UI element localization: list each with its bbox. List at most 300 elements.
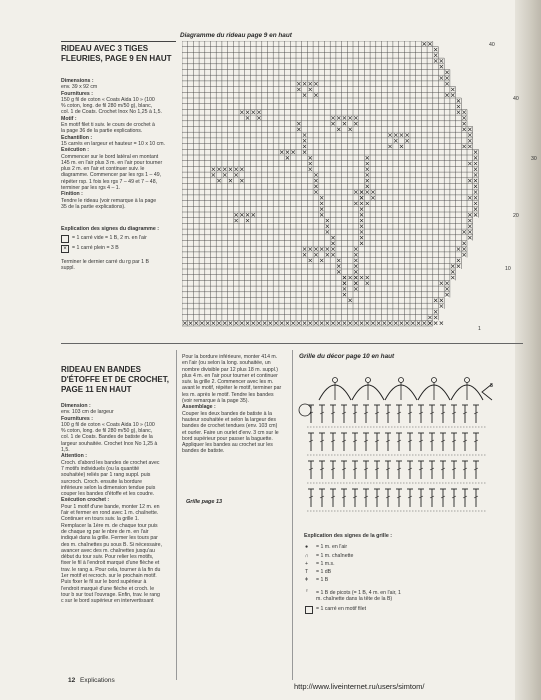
text-line: fixer le fil à l'endroit marqué d'une flèche et: [61, 560, 160, 567]
filled-cell: [349, 276, 352, 279]
legend-row: [304, 553, 514, 559]
label: Assemblage :: [182, 404, 216, 411]
filled-cell: [468, 213, 471, 216]
text-line: avancer avec des m. chaînettes jusqu'au: [61, 547, 155, 554]
filled-cell: [297, 128, 300, 131]
filled-cell: [303, 145, 306, 148]
filled-cell: [388, 133, 391, 136]
single-crochet-symbol-icon: +: [305, 560, 309, 567]
text-line: (voir remarque à la page 35).: [182, 398, 249, 405]
filled-cell: [354, 247, 357, 250]
filled-cell: [468, 162, 471, 165]
filled-cell: [463, 111, 466, 114]
filled-cell: [326, 230, 329, 233]
filled-cell: [337, 270, 340, 273]
filled-cell: [468, 236, 471, 239]
filled-cell: [343, 116, 346, 119]
filled-cell: [474, 208, 477, 211]
filled-cell: [252, 111, 255, 114]
filled-cell: [457, 99, 460, 102]
filled-cell: [246, 111, 249, 114]
filled-cell: [383, 322, 386, 325]
filled-cell: [360, 322, 363, 325]
text-line: et ourler. Faire un ourlet d'env. 3 cm sur le: [182, 429, 279, 436]
filled-cell: [326, 253, 329, 256]
section-1-body: [61, 78, 176, 210]
text-line: nombre divisible par 12 plus 18 m. suppl.): [182, 366, 279, 373]
legend-text: = 1 carré plein = 3 B: [72, 245, 119, 252]
chain-symbol-icon: ●: [305, 544, 309, 551]
filled-cell: [400, 133, 403, 136]
filled-cell: [371, 322, 374, 325]
filled-cell: [428, 42, 431, 45]
filled-cell: [388, 145, 391, 148]
legend-1: [61, 226, 176, 271]
filled-cell: [212, 168, 215, 171]
filled-cell: [400, 322, 403, 325]
filled-cell: [406, 133, 409, 136]
filled-cell: [468, 219, 471, 222]
text-line: répéter rsp. 1 fois les rgs 7 – 49 et 7 – 48,: [61, 178, 158, 185]
text-line: Continuer en tours suiv. la grille 1.: [61, 516, 140, 523]
text-line: suiv. la grille 2. Commencer avec les m.: [182, 379, 274, 386]
filled-cell: [463, 242, 466, 245]
filled-cell: [394, 139, 397, 142]
filled-cell: [314, 322, 317, 325]
filled-cell: [280, 151, 283, 154]
filled-cell: [349, 322, 352, 325]
filled-cell: [240, 179, 243, 182]
text-line: % coton, long. de fil 280 m/50 g), blanc,: [61, 428, 153, 435]
filled-cell: [320, 202, 323, 205]
section-2: [61, 365, 173, 605]
filled-cell: [183, 322, 186, 325]
filled-cell: [366, 282, 369, 285]
footer-section: Explications: [80, 677, 115, 684]
text-line: 100 g fil de coton « Coats Aida 10 » (100: [61, 421, 155, 428]
filled-cell: [314, 185, 317, 188]
picot-mark: [366, 378, 371, 383]
filled-cell: [303, 322, 306, 325]
filled-cell: [366, 202, 369, 205]
filled-cell: [212, 173, 215, 176]
filled-cell: [252, 213, 255, 216]
row-label: 40: [489, 42, 495, 48]
text-line: indiqué dans la grille. Fermer les tours par: [61, 535, 158, 542]
filled-cell: [434, 322, 437, 325]
text-line: largeur souhaitée. Crochet Inox No 1,25 à: [61, 440, 158, 447]
top-rule: [61, 41, 176, 42]
filled-cell: [423, 42, 426, 45]
row-label: 20: [513, 213, 519, 219]
text-line: 1er motif et recroch. sur le prochain motif.: [61, 573, 157, 580]
filled-cell: [360, 230, 363, 233]
text-line: Commencer sur le bord latéral en montant: [61, 153, 159, 160]
text-line: Terminer le dernier carré du rg par 1 B: [61, 258, 149, 265]
filled-cell: [428, 322, 431, 325]
filled-cell: [360, 208, 363, 211]
text-line: des m. chaînettes pu sous B. Si nécessaire,: [61, 541, 162, 548]
filled-cell: [423, 322, 426, 325]
filled-cell: [406, 139, 409, 142]
filled-cell: [331, 242, 334, 245]
column-divider: [176, 350, 177, 680]
text-line: souhaitée) reliés par 1 rang suppl. puis: [61, 472, 151, 479]
filled-cell: [212, 322, 215, 325]
section-2-col2: [182, 354, 290, 455]
grid-path: [182, 41, 478, 326]
row-label: 40: [513, 96, 519, 102]
filled-cell: [451, 270, 454, 273]
ring: [299, 404, 311, 416]
filled-cell: [468, 179, 471, 182]
filled-cell: [474, 179, 477, 182]
text-line: diagramme. Commencer par les rgs 1 – 49,: [61, 172, 162, 179]
text-line: bandes de batiste.: [182, 448, 225, 455]
watermark-url: http://www.liveinternet.ru/users/simtom/: [294, 682, 425, 691]
filled-cell: [366, 322, 369, 325]
filled-cell: [360, 213, 363, 216]
filled-cell: [195, 322, 198, 325]
filled-cell: [445, 82, 448, 85]
filled-cell: [223, 322, 226, 325]
filled-cell: [451, 276, 454, 279]
filled-cell: [320, 208, 323, 211]
filled-cell: [326, 322, 329, 325]
filled-cell: [463, 253, 466, 256]
text-line: les m. après le motif. Tendre les bandes: [182, 391, 274, 398]
half-double-symbol-icon: T: [305, 569, 309, 576]
text-line: début du tour suiv. Pour relier les motifs,: [61, 554, 154, 561]
picot-mark: [432, 378, 437, 383]
filled-cell: [354, 265, 357, 268]
text-line: col. 1 de Coats. Crochet Inox No 1,25 à 1,5.: [61, 109, 162, 116]
filled-cell: [223, 168, 226, 171]
filled-cell: [286, 151, 289, 154]
label: Echantillon :: [61, 134, 93, 141]
slip-stitch-symbol-icon: ∩: [305, 552, 309, 559]
text-line: 7 motifs individuels (ou la quantité: [61, 465, 140, 472]
filled-cell: [377, 322, 380, 325]
filled-cell: [354, 116, 357, 119]
filled-cell: [457, 265, 460, 268]
filled-cell: [206, 322, 209, 325]
filled-cell: [468, 139, 471, 142]
x-square-icon: ×: [61, 245, 69, 253]
filled-cell: [445, 76, 448, 79]
text-line: 1,5.: [61, 447, 70, 454]
legend-text: = 1 m.s.: [316, 560, 335, 567]
filled-cell: [303, 94, 306, 97]
text-line: env. 103 cm de largeur: [61, 409, 114, 416]
filled-cell: [343, 287, 346, 290]
filled-cell: [468, 145, 471, 148]
filled-cell: [309, 82, 312, 85]
text-line: 15 carrés en largeur et hauteur = 10 x 10 cm.: [61, 140, 165, 147]
filled-cell: [360, 190, 363, 193]
filled-cell: [309, 156, 312, 159]
text-line: Puis fixer le fil sur le bord supérieur à: [61, 579, 147, 586]
filled-cell: [246, 116, 249, 119]
row-label: 30: [531, 156, 537, 162]
filled-cell: [235, 173, 238, 176]
filled-cell: [457, 259, 460, 262]
filled-cell: [388, 322, 391, 325]
text-line: Remplacer la 1ère m. de chaque tour puis: [61, 522, 158, 529]
text-line: l'endroit marqué d'une flèche et croch. le: [61, 585, 155, 592]
filled-cell: [434, 48, 437, 51]
filled-cell: [257, 111, 260, 114]
filled-cell: [303, 247, 306, 250]
filled-cell: [354, 190, 357, 193]
filled-cell: [451, 94, 454, 97]
filled-cell: [360, 276, 363, 279]
text-line: Croch. d'abord les bandes de crochet avec: [61, 459, 160, 466]
filled-cell: [463, 230, 466, 233]
filled-cell: [229, 168, 232, 171]
label: Fournitures :: [61, 415, 93, 422]
filled-cell: [297, 82, 300, 85]
filled-cell: [320, 259, 323, 262]
label: Dimensions :: [61, 78, 94, 84]
picot-mark: [399, 378, 404, 383]
section-1-title: [61, 44, 176, 64]
filled-cell: [240, 111, 243, 114]
row-label: 10: [505, 266, 511, 272]
filled-cell: [434, 299, 437, 302]
text-line: Tendre le rideau (voir remarque à la page: [61, 197, 157, 204]
filled-cell: [337, 259, 340, 262]
filled-cell: [331, 253, 334, 256]
filled-cell: [400, 145, 403, 148]
filled-cell: [309, 168, 312, 171]
filled-cell: [474, 162, 477, 165]
text-line: la page 36 de la partie explications.: [61, 128, 143, 135]
filled-cell: [451, 265, 454, 268]
legend-text: = 1 m. en l'air: [316, 544, 348, 551]
section-divider: [61, 343, 523, 344]
legend-item-filled: [61, 245, 176, 253]
filled-cell: [286, 156, 289, 159]
column-divider: [292, 350, 293, 680]
filled-cell: [314, 94, 317, 97]
filled-cell: [303, 253, 306, 256]
filled-cell: [343, 282, 346, 285]
filled-cell: [463, 128, 466, 131]
title-line: D'ÉTOFFE ET DE CROCHET,: [61, 375, 169, 384]
filled-cell: [463, 145, 466, 148]
text-line: 145 m. en l'air plus 3 m. en l'air pour tourner: [61, 159, 163, 166]
double-crochet-symbol-icon: ǂ: [305, 577, 309, 584]
filled-cell: [309, 162, 312, 165]
text-line: inférieure selon la dimension tendue puis: [61, 484, 156, 491]
filled-cell: [257, 116, 260, 119]
text-line: env. 39 x 92 cm: [61, 84, 98, 91]
text-line: suppl.: [61, 264, 75, 271]
section-1: [61, 41, 176, 271]
filled-cell: [394, 322, 397, 325]
filled-cell: [474, 173, 477, 176]
filled-cell: [309, 259, 312, 262]
filled-cell: [366, 185, 369, 188]
filled-cell: [314, 247, 317, 250]
filled-cell: [297, 88, 300, 91]
filled-cell: [235, 219, 238, 222]
text-line: plus 2 m. en l'air et continuer suiv. le: [61, 166, 145, 173]
filled-cell: [411, 322, 414, 325]
filled-cell: [223, 173, 226, 176]
filled-cell: [229, 322, 232, 325]
legend-text: = 1 B de picots (= 1 B, 4 m. en l'air, 1: [316, 589, 401, 596]
section-2-body: [61, 403, 173, 605]
legend-row: [304, 577, 514, 583]
text-line: avant le motif, répéter le motif, terminer par: [182, 385, 282, 392]
filled-cell: [354, 270, 357, 273]
filled-cell: [240, 168, 243, 171]
text-line: plus 4 m. en l'air pour tourner et continuer: [182, 372, 278, 379]
crochet-symbol-chart: [297, 370, 517, 525]
filled-cell: [189, 322, 192, 325]
filled-cell: [474, 190, 477, 193]
filled-cell: [292, 151, 295, 154]
filled-cell: [235, 213, 238, 216]
filled-cell: [314, 190, 317, 193]
filled-cell: [320, 247, 323, 250]
filled-cell: [366, 162, 369, 165]
filled-cell: [440, 299, 443, 302]
text-line: en l'air (ou selon la long. souhaitée, un: [182, 360, 271, 367]
filled-cell: [440, 322, 443, 325]
section-2-title: [61, 365, 173, 395]
legend-item-empty: [61, 235, 176, 243]
text-line: terminer par les rgs 4 – 1.: [61, 185, 121, 192]
filled-cell: [474, 168, 477, 171]
filled-cell: [445, 94, 448, 97]
filled-cell: [360, 196, 363, 199]
filled-cell: [440, 65, 443, 68]
filled-cell: [269, 322, 272, 325]
text-line: couper les bandes d'étoffe et les coudre.: [61, 491, 155, 498]
title-line: FLEURIES, PAGE 9 EN HAUT: [61, 54, 172, 63]
title-line: RIDEAU EN BANDES: [61, 365, 142, 374]
legend-text: = 1 carré en motif filet: [316, 606, 367, 613]
filled-cell: [457, 105, 460, 108]
text-line: Appliquer les bandes au crochet sur les: [182, 442, 273, 449]
text-line: Pour la bordure inférieure, monter 414 m.: [182, 354, 278, 360]
page-number: 12: [68, 677, 76, 684]
filled-cell: [445, 71, 448, 74]
label: Exécution crochet :: [61, 497, 110, 504]
filled-cell: [451, 88, 454, 91]
filled-cell: [280, 322, 283, 325]
filled-cell: [394, 133, 397, 136]
filled-cell: [320, 213, 323, 216]
text-line: l'air et fermer en rond avec 1 m. chaînette.: [61, 510, 159, 517]
text-line: col. 1 de Coats. Bandes de batiste de la: [61, 434, 153, 441]
filled-cell: [463, 247, 466, 250]
filled-cell: [337, 128, 340, 131]
filled-cell: [257, 322, 260, 325]
text-line: Pour 1 motif d'une bande, monter 12 m. en: [61, 503, 160, 510]
text-line: bandes de crochet tendues (env. 103 cm): [182, 423, 278, 430]
filled-cell: [326, 247, 329, 250]
filled-cell: [337, 116, 340, 119]
label: Finition :: [61, 191, 83, 198]
filled-cell: [440, 76, 443, 79]
filled-cell: [354, 276, 357, 279]
filled-cell: [440, 59, 443, 62]
text-line: Couper les deux bandes de batiste à la: [182, 410, 272, 417]
filled-cell: [457, 111, 460, 114]
text-line: 150 g fil de coton « Coats Aida 10 » (100: [61, 96, 155, 103]
filled-cell: [360, 219, 363, 222]
filled-cell: [326, 225, 329, 228]
filled-cell: [349, 299, 352, 302]
filled-cell: [406, 322, 409, 325]
filled-cell: [349, 128, 352, 131]
filled-cell: [274, 322, 277, 325]
text-line: trav. le rang a. Pour cela, tourner à la fin du: [61, 566, 161, 573]
filled-cell: [349, 116, 352, 119]
filled-cell: [331, 322, 334, 325]
filled-cell: [303, 82, 306, 85]
filled-cell: [366, 156, 369, 159]
label: Exécution :: [61, 147, 89, 154]
text-line: % coton, long. de fil 280 m/50 g), blanc,: [61, 103, 153, 110]
filled-cell: [434, 54, 437, 57]
filled-cell: [366, 179, 369, 182]
text-line: tour b sur tout l'ouvrage. Enfin, trav. le rang: [61, 591, 160, 598]
legend-text: = 1 carré vide = 1 B, 2 m. en l'air: [72, 235, 147, 242]
filled-cell: [445, 287, 448, 290]
filled-cell: [252, 322, 255, 325]
filled-cell: [297, 322, 300, 325]
filled-cell: [474, 196, 477, 199]
filled-cell: [468, 128, 471, 131]
filled-cell: [235, 168, 238, 171]
filled-cell: [320, 196, 323, 199]
filled-cell: [303, 133, 306, 136]
footer: [68, 677, 115, 684]
filet-square-icon: [305, 606, 313, 614]
legend-text: m. chaînette dans la tête de la B): [316, 596, 393, 603]
filled-cell: [468, 225, 471, 228]
filled-cell: [468, 133, 471, 136]
filled-cell: [326, 219, 329, 222]
legend-row: [304, 561, 514, 567]
picot-mark: [465, 378, 470, 383]
diagram-1-title: Diagramme du rideau page 9 en haut: [180, 32, 292, 39]
filled-cell: [445, 282, 448, 285]
filled-cell: [354, 253, 357, 256]
text-line: 35 de la partie explications).: [61, 203, 126, 210]
row-mark: 8: [490, 383, 493, 389]
legend-row: [304, 587, 514, 603]
filled-cell: [445, 293, 448, 296]
filled-cell: [331, 236, 334, 239]
filled-cell: [235, 322, 238, 325]
filled-cell: [457, 247, 460, 250]
text-line: de chaque rg par le nbre de m. en l'air: [61, 528, 149, 535]
filled-cell: [314, 179, 317, 182]
label: Fournitures :: [61, 90, 93, 97]
filled-cell: [343, 122, 346, 125]
note: [61, 259, 176, 272]
filled-cell: [337, 322, 340, 325]
title-line: RIDEAU AVEC 3 TIGES: [61, 44, 149, 53]
filled-cell: [354, 282, 357, 285]
text-line: hauteur souhaitée et selon la largeur des: [182, 416, 277, 423]
